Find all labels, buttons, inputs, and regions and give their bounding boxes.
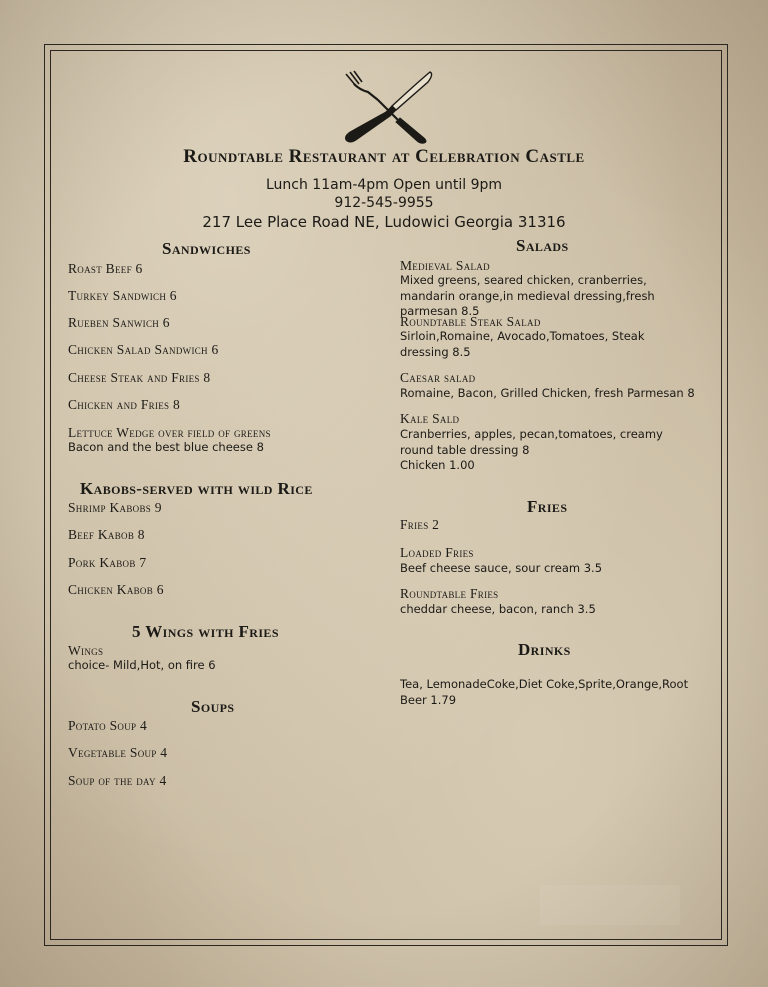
menu-item: Turkey Sandwich 6 xyxy=(68,288,177,303)
soups-heading: Soups xyxy=(191,697,235,716)
menu-item: Soup of the day 4 xyxy=(68,773,167,788)
sandwiches-heading: Sandwiches xyxy=(162,239,251,258)
fries-heading: Fries xyxy=(527,497,568,516)
drinks-heading: Drinks xyxy=(518,640,571,659)
menu-item: Vegetable Soup 4 xyxy=(68,745,168,760)
menu-item: Fries 2 xyxy=(400,517,440,532)
menu-item: Rueben Sanwich 6 xyxy=(68,315,170,330)
menu-item: Chicken and Fries 8 xyxy=(68,397,181,412)
menu-item-description: Mixed greens, seared chicken, cranberries, mandarin orange,in medieval dressing,fresh parmesan 8.5 xyxy=(400,273,655,318)
kabobs-heading: Kabobs-served with wild Rice xyxy=(80,479,313,498)
menu-item: Pork Kabob 7 xyxy=(68,555,147,570)
menu-item-description: Beef cheese sauce, sour cream 3.5 xyxy=(400,561,603,575)
drinks-description: Tea, LemonadeCoke,Diet Coke,Sprite,Orange,Root Beer 1.79 xyxy=(400,677,689,707)
menu-item: Roast Beef 6 xyxy=(68,261,143,276)
menu-item-description: Sirloin,Romaine, Avocado,Tomatoes, Steak dressing 8.5 xyxy=(400,329,645,359)
menu-item: Caesar salad xyxy=(400,370,476,385)
menu-item: Shrimp Kabobs 9 xyxy=(68,500,162,515)
restaurant-title: Roundtable Restaurant at Celebration Castle xyxy=(183,146,585,167)
menu-item: Chicken Kabob 6 xyxy=(68,582,164,597)
menu-item-description: cheddar cheese, bacon, ranch 3.5 xyxy=(400,602,596,616)
menu-item-description: Cranberries, apples, pecan,tomatoes, creamy round table dressing 8 xyxy=(400,427,663,457)
phone-number[interactable]: 912-545-9955 xyxy=(334,195,434,211)
watermark xyxy=(540,885,680,925)
menu-item: Kale Sald xyxy=(400,411,460,426)
menu-item: Cheese Steak and Fries 8 xyxy=(68,370,211,385)
menu-item: Beef Kabob 8 xyxy=(68,527,145,542)
menu-item-description: Bacon and the best blue cheese 8 xyxy=(68,440,264,454)
salads-heading: Salads xyxy=(516,236,569,255)
menu-item: Chicken Salad Sandwich 6 xyxy=(68,342,219,357)
menu-item: Wings xyxy=(68,643,104,658)
menu-item-description: choice- Mild,Hot, on fire 6 xyxy=(68,658,216,672)
hours-text: Lunch 11am-4pm Open until 9pm xyxy=(265,177,503,193)
menu-item-description: Romaine, Bacon, Grilled Chicken, fresh Parmesan 8 xyxy=(400,386,695,400)
menu-item: Loaded Fries xyxy=(400,545,474,560)
menu-item: Roundtable Steak Salad xyxy=(400,314,541,329)
menu-item: Roundtable Fries xyxy=(400,586,499,601)
wings-heading: 5 Wings with Fries xyxy=(132,622,279,641)
menu-item: Lettuce Wedge over field of greens xyxy=(68,425,271,440)
menu-item-addon: Chicken 1.00 xyxy=(400,458,475,472)
menu-item: Potato Soup 4 xyxy=(68,718,148,733)
crossed-fork-knife-icon xyxy=(338,70,436,144)
menu-item: Medieval Salad xyxy=(400,258,490,273)
address-text: 217 Lee Place Road NE, Ludowici Georgia 31316 xyxy=(202,213,566,231)
